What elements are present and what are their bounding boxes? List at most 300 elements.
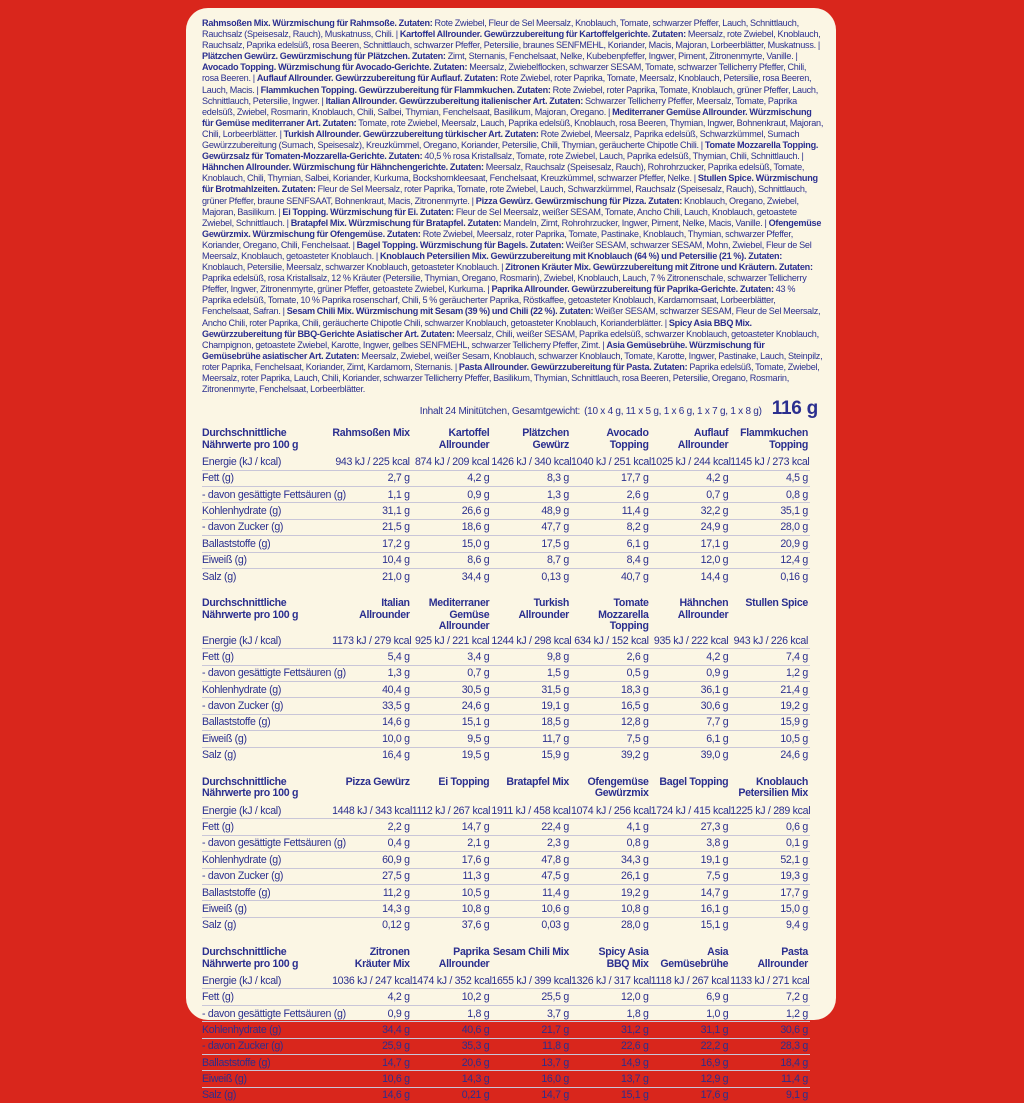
nutrient-value: 15,1 g xyxy=(412,714,492,730)
nutrient-value: 18,5 g xyxy=(491,714,571,730)
nutrient-value: 1,8 g xyxy=(571,1005,651,1021)
nutrient-value: 24,6 g xyxy=(412,698,492,714)
nutrient-value: 1133 kJ / 271 kcal xyxy=(730,974,810,987)
nutrient-label: Ballaststoffe (g) xyxy=(202,536,332,552)
nutrient-value: 11,4 g xyxy=(491,884,571,900)
nutrient-value: 30,5 g xyxy=(412,681,492,697)
table-row xyxy=(202,1038,810,1054)
ingredient-heading: Asia Gemüsebrühe. Würzmischung für Gemüsebrühe asiatischer Art. Zutaten: xyxy=(202,339,765,361)
nutrient-value: 2,7 g xyxy=(332,470,412,486)
nutrient-value: 12,9 g xyxy=(651,1071,731,1087)
nutrient-value: 26,1 g xyxy=(571,868,651,884)
nutrient-value: 21,4 g xyxy=(730,681,810,697)
nutrient-value: 11,8 g xyxy=(491,1038,571,1054)
nutrition-header-label: Durchschnittliche Nährwerte pro 100 g xyxy=(202,427,299,451)
nutrient-value: 33,5 g xyxy=(332,698,412,714)
nutrient-value: 1074 kJ / 256 kcal xyxy=(571,804,651,817)
table-row xyxy=(202,503,810,519)
nutrient-value: 32,2 g xyxy=(651,503,731,519)
ingredient-text: Rote Zwiebel, Fleur de Sel Meersalz, Knoblauch, Tomate, schwarzer Pfeffer, Lauch, Schnittlauch, Rauchsalz (Speisesalz, Rauch), Muskatnuss, Chili. xyxy=(202,18,799,40)
nutrient-value: 10,2 g xyxy=(412,989,492,1005)
nutrient-value: 1655 kJ / 399 kcal xyxy=(491,974,572,987)
ingredient-heading: Zitronen Kräuter Mix. Gewürzzubereitung mit Zitrone und Kräutern. Zutaten: xyxy=(505,262,813,273)
nutrient-value: 10,4 g xyxy=(332,552,412,568)
ingredient-heading: Pizza Gewürz. Gewürzmischung für Pizza. Zutaten: xyxy=(475,195,683,206)
ingredient-text: Fleur de Sel Meersalz, weißer SESAM, Tomate, Ancho Chili, Lauch, Knoblauch, getoastete Zwiebel, Schnittlauch. xyxy=(202,206,797,228)
nutrient-value: 14,4 g xyxy=(651,568,731,584)
nutrient-value: 943 kJ / 225 kcal xyxy=(335,455,410,468)
nutrition-header-row xyxy=(202,428,810,454)
nutrient-value: 18,6 g xyxy=(412,519,492,535)
nutrient-value: 19,1 g xyxy=(651,852,731,868)
table-row xyxy=(202,1087,810,1103)
table-row xyxy=(202,665,810,681)
nutrient-label: Kohlenhydrate (g) xyxy=(202,852,332,868)
product-name: Italian Allrounder xyxy=(359,597,410,621)
ingredient-text: 40,5 % rosa Kristallsalz, Tomate, rote Zwiebel, Lauch, Paprika edelsüß, Thymian, Chili, Schnittlauch. xyxy=(422,151,800,162)
nutrient-value: 17,5 g xyxy=(491,536,571,552)
nutrient-value: 0,7 g xyxy=(412,665,492,681)
table-row xyxy=(202,649,810,665)
nutrient-value: 28,0 g xyxy=(730,519,810,535)
nutrient-value: 1112 kJ / 267 kcal xyxy=(411,804,491,817)
nutrient-value: 10,8 g xyxy=(571,901,651,917)
nutrient-value: 0,9 g xyxy=(332,1005,412,1021)
nutrient-value: 1244 kJ / 298 kcal xyxy=(491,634,572,647)
product-name: Stullen Spice xyxy=(745,597,808,610)
nutrient-value: 25,9 g xyxy=(332,1038,412,1054)
nutrient-value: 30,6 g xyxy=(730,1022,810,1038)
table-row xyxy=(202,852,810,868)
nutrient-value: 9,1 g xyxy=(730,1087,810,1103)
table-row xyxy=(202,568,810,584)
nutrient-value: 24,9 g xyxy=(651,519,731,535)
nutrient-value: 19,1 g xyxy=(491,698,571,714)
nutrient-value: 11,7 g xyxy=(491,731,571,747)
nutrient-value: 16,0 g xyxy=(491,1071,571,1087)
nutrient-value: 0,13 g xyxy=(491,568,571,584)
nutrient-value: 1474 kJ / 352 kcal xyxy=(411,974,492,987)
nutrient-value: 0,21 g xyxy=(412,1087,492,1103)
nutrient-value: 1225 kJ / 289 kcal xyxy=(730,804,811,817)
nutrient-value: 28,3 g xyxy=(730,1038,810,1054)
ingredient-heading: Plätzchen Gewürz. Gewürzmischung für Plätzchen. Zutaten: xyxy=(202,51,446,62)
nutrient-value: 16,5 g xyxy=(571,698,651,714)
product-name: Sesam Chili Mix xyxy=(492,946,569,959)
nutrient-value: 31,5 g xyxy=(491,681,571,697)
nutrient-value: 1118 kJ / 267 kcal xyxy=(650,974,730,987)
nutrient-value: 14,3 g xyxy=(332,901,412,917)
nutrient-value: 8,2 g xyxy=(571,519,651,535)
ingredient-heading: Ei Topping. Würzmischung für Ei. Zutaten: xyxy=(282,206,454,217)
nutrient-value: 1,8 g xyxy=(412,1005,492,1021)
nutrient-label: Energie (kJ / kcal) xyxy=(202,455,282,468)
ingredient-text: Weißer SESAM, schwarzer SESAM, Mohn, Zwiebel, Fleur de Sel Meersalz, Knoblauch, getoasteter Knoblauch. xyxy=(202,239,812,261)
nutrient-value: 47,7 g xyxy=(491,519,571,535)
nutrient-label: - davon Zucker (g) xyxy=(202,1038,332,1054)
nutrient-label: Salz (g) xyxy=(202,917,332,933)
nutrient-value: 0,7 g xyxy=(651,486,731,502)
product-name: Auflauf Allrounder xyxy=(677,427,729,451)
nutrient-value: 0,4 g xyxy=(332,835,412,851)
nutrition-header-label: Durchschnittliche Nährwerte pro 100 g xyxy=(202,775,299,800)
nutrient-value: 15,0 g xyxy=(730,901,810,917)
nutrient-value: 14,7 g xyxy=(491,1087,571,1103)
ingredient-text: 43 % Paprika edelsüß, Tomate, 10 % Paprika rosenscharf, Chili, 5 % geräucherter Paprika, Röstkaffee, getoasteter Knoblauch, Kardamomsaat, Lorbeerblätter, Fenchelsaat, Safran. xyxy=(202,284,796,317)
table-row xyxy=(202,1055,810,1071)
table-row xyxy=(202,973,810,989)
nutrient-value: 10,6 g xyxy=(491,901,571,917)
nutrient-value: 48,9 g xyxy=(491,503,571,519)
nutrient-value: 19,2 g xyxy=(730,698,810,714)
ingredient-heading: Pasta Allrounder. Gewürzzubereitung für Pasta. Zutaten: xyxy=(458,361,688,372)
nutrient-label: - davon Zucker (g) xyxy=(202,519,332,535)
table-row xyxy=(202,552,810,568)
nutrient-value: 14,9 g xyxy=(571,1055,651,1071)
nutrient-value: 6,9 g xyxy=(651,989,731,1005)
nutrient-value: 10,6 g xyxy=(332,1071,412,1087)
nutrient-value: 2,1 g xyxy=(412,835,492,851)
nutrient-value: 47,5 g xyxy=(491,868,571,884)
nutrient-label: Energie (kJ / kcal) xyxy=(202,634,282,647)
nutrient-value: 22,4 g xyxy=(491,819,571,835)
nutrient-value: 1724 kJ / 415 kcal xyxy=(650,804,731,817)
nutrient-value: 1025 kJ / 244 kcal xyxy=(650,455,731,468)
nutrient-value: 11,3 g xyxy=(412,868,492,884)
nutrient-value: 17,6 g xyxy=(412,852,492,868)
nutrient-label: Fett (g) xyxy=(202,649,332,665)
nutrient-label: - davon Zucker (g) xyxy=(202,868,332,884)
product-name: Spicy Asia BBQ Mix xyxy=(598,946,649,970)
nutrient-value: 12,0 g xyxy=(571,989,651,1005)
ingredients-list: Rahmsoßen Mix. Würzmischung für Rahmsoße. Zutaten: Rote Zwiebel, Fleur de Sel Meersalz, Knoblauch, Tomate, schwarzer Pfeffer, Lauch, Schnittlauch, Rauchsalz (Speisesalz, Rauch), Muskatnuss, Chili. | Kartoffel Allrounder. Gewürzzubereitung für Kartoffelgerichte. Zutaten: Meersalz, rote Zwiebel, Knoblauch, Rauchsalz, Paprika edelsüß, rosa Beeren, Schnittlauch, schwarzer Pfeffer, Petersilie, braunes SENFMEHL, Koriander, Macis, Majoran, Lorbeerblätter, Muskatnuss. | Plätzchen Gewürz. Gewürzmischung für Plätzchen. Zutaten: Zimt, Sternanis, Fenchelsaat, Nelke, Kubebenpfeffer, Ingwer, Piment, Zitronenmyrte, Vanille. | Avocado Topping. Würzmischung für Avocado-Gerichte. Zutaten: Meersalz, Zwiebelflocken, schwarzer SESAM, Tomate, schwarzer Tellicherry Pfeffer, Chili, rosa Beeren. | Auflauf Allrounder. Gewürzzubereitung für Auflauf. Zutaten: Rote Zwiebel, roter Paprika, Tomate, Meersalz, Knoblauch, Petersilie, rosa Beeren, Lauch, Macis. | Flammkuchen Topping. Gewürzzubereitung für Flammkuchen. Zutaten: Rote Zwiebel, roter Paprika, Tomate, Knoblauch, grüner Pfeffer, Lauch, Schnittlauch, Petersilie, Ingwer. | Italian Allrounder. Gewürzzubereitung italienischer Art. Zutaten: Schwarzer Tellicherry Pfeffer, Meersalz, Tomate, Paprika edelsüß, Zwiebel, Rosmarin, Knoblauch, Chili, Salbei, Thymian, Fenchelsaat, Basilikum, Majoran, Oregano. | Mediterraner Gemüse Allrounder. Würzmischung für Gemüse mediterraner Art. Zutaten: Tomate, rote Zwiebel, Meersalz, Lauch, Paprika edelsüß, Knoblauch, rosa Beeren, Thymian, Ingwer, Bohnenkraut, Majoran, Chili, Lorbeerblätter. | Turkish Allrounder. Gewürzzubereitung türkischer Art. Zutaten: Rote Zwiebel, Meersalz, Paprika edelsüß, Schwarzkümmel, Sumach Gewürzzubereitung (Sumach, Speisesalz), Kreuzkümmel, Oregano, Koriander, Petersilie, Chili, Thymian, geräucherte Chipotle Chili. | Tomate Mozzarella Topping. Gewürzsalz für Tomaten-Mozzarella-Gerichte. Zutaten: 40,5 % rosa Kristallsalz, Tomate, rote Zwiebel, Lauch, Paprika edelsüß, Thymian, Chili, Schnittlauch. | Hähnchen Allrounder. Würzmischung für Hähnchengerichte. Zutaten: Meersalz, Rauchsalz (Speisesalz, Rauch), Rohrohrzucker, Paprika edelsüß, Tomate, Knoblauch, Chili, Thymian, Salbei, Koriander, Kurkuma, Bockshornkleesaat, Fenchelsaat, Kreuzkümmel, schwarzer Pfeffer, Nelke. | Stullen Spice. Würzmischung für Brotmahlzeiten. Zutaten: Fleur de Sel Meersalz, roter Paprika, Tomate, rote Zwiebel, Lauch, Schwarzkümmel, Rauchsalz (Speisesalz, Rauch), Schnittlauch, grüner Pfeffer, braune SENFSAAT, Bohnenkraut, Macis, Zitronenmyrte. | Pizza Gewürz. Gewürzmischung für Pizza. Zutaten: Knoblauch, Oregano, Zwiebel, Majoran, Basilikum. | Ei Topping. Würzmischung für Ei. Zutaten: Fleur de Sel Meersalz, weißer SESAM, Tomate, Ancho Chili, Lauch, Knoblauch, getoastete Zwiebel, Schnittlauch. | Bratapfel Mix. Würzmischung für Bratapfel. Zutaten: Mandeln, Zimt, Rohrohrzucker, Ingwer, Piment, Nelke, Macis, Vanille. | Ofengemüse Gewürzmix. Würzmischung für Ofengemüse. Zutaten: Rote Zwiebel, Meersalz, roter Paprika, Tomate, Pastinake, Knoblauch, Thymian, schwarzer Pfeffer, Koriander, Oregano, Chili, Fenchelsaat. | Bagel Topping. Würzmischung für Bagels. Zutaten: Weißer SESAM, schwarzer SESAM, Mohn, Zwiebel, Fleur de Sel Meersalz, Knoblauch, getoasteter Knoblauch. | Knoblauch Petersilien Mix. Gewürzzubereitung mit Knoblauch (64 %) und Petersilie (21 %). Zutaten: Knoblauch, Petersilie, Meersalz, schwarzer Knoblauch, getoasteter Knoblauch. | Zitronen Kräuter Mix. Gewürzzubereitung mit Zitrone und Kräutern. Zutaten: Paprika edelsüß, rosa Kristallsalz, 12 % Kräuter (Petersilie, Thymian, Oregano, Rosmarin), Zwiebel, Knoblauch, Lauch, 7 % Zitronenschale, schwarzer Tellicherry Pfeffer, Ingwer, Zitronenmyrte, grüner Pfeffer, getoastete Zwiebel, Kurkuma. | Paprika Allrounder. Gewürzzubereitung für Paprika-Gerichte. Zutaten: 43 % Paprika edelsüß, Tomate, 10 % Paprika rosenscharf, Chili, 5 % geräucherter Paprika, Röstkaffee, getoasteter Knoblauch, Kardamomsaat, Lorbeerblätter, Fenchelsaat, Safran. | Sesam Chili Mix. Würzmischung mit Sesam (39 %) und Chili (22 %). Zutaten: Weißer SESAM, schwarzer SESAM, Fleur de Sel Meersalz, Ancho Chili, roter Paprika, Chili, geräucherte Chipotle Chili, schwarzer Knoblauch, getoasteter Knoblauch, Korianderblätter. | Spicy Asia BBQ Mix. Gewürzzubereitung für BBQ-Gerichte Asiatischer Art. Zutaten: Meersalz, Chili, weißer SESAM, Paprika edelsüß, schwarzer Knoblauch, getoasteter Knoblauch, Champignon, getoastete Zwiebel, Karotte, Ingwer, gelbes SENFMEHL, schwarzer Tellicherry Pfeffer, Zimt. | Asia Gemüsebrühe. Würzmischung für Gemüsebrühe asiatischer Art. Zutaten: Meersalz, Zwiebel, weißer Sesam, Knoblauch, schwarzer Knoblauch, Tomate, Karotte, Ingwer, Pastinake, Lauch, Steinpilz, roter Paprika, Fenchelsaat, Koriander, Zimt, Kardamom, Sternanis. | Pasta Allrounder. Gewürzzubereitung für Pasta. Zutaten: Paprika edelsüß, Tomate, Zwiebel, Meersalz, roter Paprika, Lauch, Chili, Koriander, schwarzer Tellicherry Pfeffer, Basilikum, Thymian, Schnittlauch, rosa Beeren, Petersilie, Oregano, Rosmarin, Zitronenmyrte, Fenchelsaat, Lorbeerblätter. xyxy=(202,18,824,395)
nutrient-value: 2,2 g xyxy=(332,819,412,835)
nutrient-label: Fett (g) xyxy=(202,819,332,835)
label-panel xyxy=(186,8,836,1102)
table-row xyxy=(202,747,810,763)
nutrient-value: 7,2 g xyxy=(730,989,810,1005)
ingredient-heading: Ofengemüse Gewürzmix. Würzmischung für Ofengemüse. Zutaten: xyxy=(202,217,822,239)
nutrient-value: 11,2 g xyxy=(332,884,412,900)
nutrient-value: 2,6 g xyxy=(571,649,651,665)
product-name: Pizza Gewürz xyxy=(345,775,410,788)
nutrient-value: 943 kJ / 226 kcal xyxy=(733,634,808,647)
nutrient-value: 12,8 g xyxy=(571,714,651,730)
nutrient-value: 1,0 g xyxy=(651,1005,731,1021)
nutrient-label: Eiweiß (g) xyxy=(202,1071,332,1087)
ingredient-text: Knoblauch, Petersilie, Meersalz, schwarzer Knoblauch, getoasteter Knoblauch. xyxy=(202,262,500,273)
nutrient-label: Eiweiß (g) xyxy=(202,901,332,917)
table-row xyxy=(202,901,810,917)
nutrient-value: 0,9 g xyxy=(651,665,731,681)
table-row xyxy=(202,884,810,900)
nutrient-value: 8,3 g xyxy=(491,470,571,486)
product-name: Tomate Mozzarella Topping xyxy=(598,597,649,633)
nutrition-header-label: Durchschnittliche Nährwerte pro 100 g xyxy=(202,597,299,621)
nutrient-value: 1145 kJ / 273 kcal xyxy=(730,455,810,468)
nutrient-value: 34,3 g xyxy=(571,852,651,868)
product-name: Bagel Topping xyxy=(659,775,729,788)
nutrient-value: 27,3 g xyxy=(651,819,731,835)
nutrient-value: 0,5 g xyxy=(571,665,651,681)
product-name: Bratapfel Mix xyxy=(506,775,569,788)
nutrient-value: 1326 kJ / 317 kcal xyxy=(571,974,651,987)
ingredient-text: Knoblauch, Oregano, Zwiebel, Majoran, Basilikum. xyxy=(202,195,799,217)
nutrient-value: 925 kJ / 221 kcal xyxy=(414,634,490,647)
nutrient-value: 14,7 g xyxy=(332,1055,412,1071)
nutrient-value: 14,7 g xyxy=(651,884,731,900)
nutrient-value: 10,8 g xyxy=(412,901,492,917)
nutrient-value: 21,5 g xyxy=(332,519,412,535)
product-name: Knoblauch Petersilien Mix xyxy=(738,775,808,800)
nutrient-value: 1,3 g xyxy=(491,486,571,502)
nutrient-value: 0,8 g xyxy=(730,486,810,502)
table-row xyxy=(202,714,810,730)
ingredient-heading: Avocado Topping. Würzmischung für Avocado-Gerichte. Zutaten: xyxy=(202,62,468,73)
ingredient-text: Rote Zwiebel, Meersalz, Paprika edelsüß, Schwarzkümmel, Sumach Gewürzzubereitung (Sumach, Speisesalz), Kreuzkümmel, Oregano, Koriander, Petersilie, Chili, Thymian, geräucherte Chipotle Chili. xyxy=(202,128,800,151)
nutrient-value: 935 kJ / 222 kcal xyxy=(653,634,729,647)
nutrient-value: 8,4 g xyxy=(571,552,651,568)
ingredient-text: Meersalz, Chili, weißer SESAM, Paprika edelsüß, schwarzer Knoblauch, getoasteter Knoblauch, Champignon, getoastete Zwiebel, Karotte, Ingwer, gelbes SENFMEHL, schwarzer Tellicherry Pfeffer, Zimt. xyxy=(202,328,819,350)
nutrient-value: 17,6 g xyxy=(651,1087,731,1103)
nutrient-value: 8,7 g xyxy=(491,552,571,568)
table-row xyxy=(202,1022,810,1038)
nutrient-value: 15,1 g xyxy=(571,1087,651,1103)
ingredient-text: Mandeln, Zimt, Rohrohrzucker, Ingwer, Piment, Nelke, Macis, Vanille. xyxy=(501,217,763,228)
nutrition-header-label: Durchschnittliche Nährwerte pro 100 g xyxy=(202,946,299,970)
table-row xyxy=(202,470,810,486)
nutrient-value: 34,4 g xyxy=(332,1022,412,1038)
nutrient-value: 14,3 g xyxy=(412,1071,492,1087)
nutrient-value: 40,6 g xyxy=(412,1022,492,1038)
nutrient-label: Salz (g) xyxy=(202,568,332,584)
ingredient-text: Rote Zwiebel, roter Paprika, Tomate, Knoblauch, grüner Pfeffer, Lauch, Schnittlauch, Petersilie, Ingwer. xyxy=(202,84,819,106)
nutrient-value: 4,2 g xyxy=(412,470,492,486)
nutrient-label: Fett (g) xyxy=(202,989,332,1005)
table-row xyxy=(202,835,810,851)
table-row xyxy=(202,989,810,1005)
nutrient-value: 26,6 g xyxy=(412,503,492,519)
table-row xyxy=(202,698,810,714)
nutrient-label: Ballaststoffe (g) xyxy=(202,1055,332,1071)
table-row xyxy=(202,486,810,502)
nutrient-value: 13,7 g xyxy=(571,1071,651,1087)
nutrient-value: 1,2 g xyxy=(730,665,810,681)
nutrient-value: 35,3 g xyxy=(412,1038,492,1054)
nutrient-value: 17,7 g xyxy=(571,470,651,486)
product-name: Mediterraner Gemüse Allrounder xyxy=(428,597,490,633)
nutrient-value: 1040 kJ / 251 kcal xyxy=(571,455,651,468)
table-row xyxy=(202,819,810,835)
block-gap xyxy=(202,763,810,777)
nutrient-value: 18,3 g xyxy=(571,681,651,697)
product-name: Rahmsoßen Mix xyxy=(332,427,410,440)
total-weight: 116 g xyxy=(771,398,818,420)
nutrient-value: 7,7 g xyxy=(651,714,731,730)
nutrient-value: 16,9 g xyxy=(651,1055,731,1071)
nutrient-value: 4,2 g xyxy=(651,649,731,665)
nutrient-label: - davon gesättigte Fettsäuren (g) xyxy=(202,1005,332,1021)
ingredient-text: Tomate, rote Zwiebel, Meersalz, Lauch, Paprika edelsüß, Knoblauch, rosa Beeren, Thymian, Ingwer, Bohnenkraut, Majoran, Chili, Lorbeerblätter. xyxy=(202,117,824,139)
nutrient-label: - davon Zucker (g) xyxy=(202,698,332,714)
nutrient-value: 15,1 g xyxy=(651,917,731,933)
ingredient-heading: Rahmsoßen Mix. Würzmischung für Rahmsoße. Zutaten: xyxy=(202,18,433,28)
nutrient-value: 874 kJ / 209 kcal xyxy=(414,455,490,468)
nutrient-value: 3,7 g xyxy=(491,1005,571,1021)
nutrient-value: 27,5 g xyxy=(332,868,412,884)
nutrient-value: 11,4 g xyxy=(730,1071,810,1087)
nutrient-value: 0,8 g xyxy=(571,835,651,851)
nutrient-label: - davon gesättigte Fettsäuren (g) xyxy=(202,486,332,502)
product-name: Avocado Topping xyxy=(606,427,649,451)
nutrient-label: Kohlenhydrate (g) xyxy=(202,503,332,519)
nutrient-value: 28,0 g xyxy=(571,917,651,933)
nutrient-value: 31,2 g xyxy=(571,1022,651,1038)
table-row xyxy=(202,681,810,697)
nutrient-value: 39,0 g xyxy=(651,747,731,763)
nutrient-label: Salz (g) xyxy=(202,1087,332,1103)
nutrient-value: 0,6 g xyxy=(730,819,810,835)
nutrient-value: 8,6 g xyxy=(412,552,492,568)
nutrient-value: 22,6 g xyxy=(571,1038,651,1054)
nutrient-label: Fett (g) xyxy=(202,470,332,486)
table-row xyxy=(202,868,810,884)
nutrient-value: 634 kJ / 152 kcal xyxy=(574,634,649,647)
ingredient-text: Paprika edelsüß, Tomate, Zwiebel, Meersalz, roter Paprika, Lauch, Chili, Koriander, schwarzer Tellicherry Pfeffer, Basilikum, Thymian, Schnittlauch, rosa Beeren, Petersilie, Oregano, Rosmarin, Zitronenmyrte, Fenchelsaat, Lorbeerblätter. xyxy=(202,361,820,395)
ingredient-heading: Stullen Spice. Würzmischung für Brotmahlzeiten. Zutaten: xyxy=(202,173,818,195)
nutrient-label: Salz (g) xyxy=(202,747,332,763)
nutrient-label: Kohlenhydrate (g) xyxy=(202,1022,332,1038)
nutrition-header-row xyxy=(202,598,810,633)
nutrient-value: 1036 kJ / 247 kcal xyxy=(332,974,413,987)
table-row xyxy=(202,731,810,747)
nutrient-label: - davon gesättigte Fettsäuren (g) xyxy=(202,665,332,681)
nutrient-value: 10,5 g xyxy=(730,731,810,747)
nutrient-value: 15,9 g xyxy=(730,714,810,730)
nutrient-value: 60,9 g xyxy=(332,852,412,868)
nutrient-value: 4,5 g xyxy=(730,470,810,486)
nutrient-value: 20,9 g xyxy=(730,536,810,552)
nutrient-value: 1426 kJ / 340 kcal xyxy=(491,455,572,468)
nutrient-label: Ballaststoffe (g) xyxy=(202,884,332,900)
nutrient-value: 4,2 g xyxy=(332,989,412,1005)
product-name: Ei Topping xyxy=(438,775,490,788)
ingredient-heading: Kartoffel Allrounder. Gewürzzubereitung für Kartoffelgerichte. Zutaten: xyxy=(399,29,686,40)
nutrient-value: 19,3 g xyxy=(730,868,810,884)
nutrient-value: 3,4 g xyxy=(412,649,492,665)
nutrient-value: 2,3 g xyxy=(491,835,571,851)
ingredient-text: Meersalz, Zwiebel, weißer Sesam, Knoblauch, schwarzer Knoblauch, Tomate, Karotte, Ingwer, Pastinake, Lauch, Steinpilz, roter Paprika, Fenchelsaat, Koriander, Zimt, Kardamom, Sternanis. xyxy=(202,350,823,372)
block-gap xyxy=(202,933,810,947)
nutrient-value: 20,6 g xyxy=(412,1055,492,1071)
product-name: Pasta Allrounder xyxy=(757,946,808,970)
table-row xyxy=(202,633,810,649)
nutrient-label: Energie (kJ / kcal) xyxy=(202,804,282,817)
table-row xyxy=(202,917,810,933)
ingredient-heading: Bagel Topping. Würzmischung für Bagels. Zutaten: xyxy=(356,239,564,250)
nutrient-value: 15,0 g xyxy=(412,536,492,552)
table-row xyxy=(202,1071,810,1087)
nutrient-value: 39,2 g xyxy=(571,747,651,763)
block-gap xyxy=(202,584,810,598)
nutrient-value: 7,5 g xyxy=(571,731,651,747)
nutrient-value: 47,8 g xyxy=(491,852,571,868)
ingredient-heading: Spicy Asia BBQ Mix. Gewürzzubereitung für BBQ-Gerichte Asiatischer Art. Zutaten: xyxy=(202,317,752,339)
nutrient-value: 16,4 g xyxy=(332,747,412,763)
nutrition-header-row xyxy=(202,947,810,973)
nutrient-value: 31,1 g xyxy=(332,503,412,519)
nutrient-value: 5,4 g xyxy=(332,649,412,665)
ingredient-text: Weißer SESAM, schwarzer SESAM, Fleur de Sel Meersalz, Ancho Chili, roter Paprika, Chili, geräucherte Chipotle Chili, schwarzer Knoblauch, getoasteter Knoblauch, Korianderblätter. xyxy=(202,306,821,328)
nutrient-value: 7,5 g xyxy=(651,868,731,884)
nutrient-label: Kohlenhydrate (g) xyxy=(202,681,332,697)
nutrient-value: 31,1 g xyxy=(651,1022,731,1038)
nutrient-value: 12,0 g xyxy=(651,552,731,568)
nutrient-value: 34,4 g xyxy=(412,568,492,584)
nutrient-label: Energie (kJ / kcal) xyxy=(202,974,282,987)
ingredient-heading: Turkish Allrounder. Gewürzzubereitung türkischer Art. Zutaten: xyxy=(283,128,539,139)
nutrition-header-row xyxy=(202,777,810,803)
ingredient-text: Meersalz, Zwiebelflocken, schwarzer SESAM, Tomate, schwarzer Tellicherry Pfeffer, Chili, rosa Beeren. xyxy=(202,62,807,84)
table-row xyxy=(202,536,810,552)
nutrient-value: 1911 kJ / 458 kcal xyxy=(491,804,571,817)
ingredient-heading: Italian Allrounder. Gewürzzubereitung italienischer Art. Zutaten: xyxy=(325,95,584,106)
nutrient-label: Eiweiß (g) xyxy=(202,731,332,747)
nutrient-value: 0,12 g xyxy=(332,917,412,933)
table-row xyxy=(202,519,810,535)
ingredient-heading: Auflauf Allrounder. Gewürzzubereitung für Auflauf. Zutaten: xyxy=(256,73,499,84)
nutrient-value: 9,5 g xyxy=(412,731,492,747)
ingredient-text: Meersalz, Rauchsalz (Speisesalz, Rauch), Rohrohrzucker, Paprika edelsüß, Tomate, Knoblauch, Chili, Thymian, Salbei, Koriander, Kurkuma, Bockshornkleesaat, Fenchelsaat, Kreuzkümmel, schwarzer Pfeffer, Nelke. xyxy=(202,162,805,184)
nutrient-value: 14,6 g xyxy=(332,1087,412,1103)
product-name: Flammkuchen Topping xyxy=(740,427,808,451)
nutrient-label: Eiweiß (g) xyxy=(202,552,332,568)
nutrient-value: 1,2 g xyxy=(730,1005,810,1021)
nutrient-value: 40,4 g xyxy=(332,681,412,697)
ingredient-text: Rote Zwiebel, roter Paprika, Tomate, Meersalz, Knoblauch, Petersilie, rosa Beeren, Lauch, Macis. xyxy=(202,73,812,95)
nutrient-value: 9,4 g xyxy=(730,917,810,933)
total-row xyxy=(202,398,824,420)
nutrition-table xyxy=(202,428,810,1103)
ingredient-text: Fleur de Sel Meersalz, roter Paprika, Tomate, rote Zwiebel, Lauch, Schwarzkümmel, Rauchsalz (Speisesalz, Rauch), Schnittlauch, grüner Pfeffer, braune SENFSAAT, Bohnenkraut, Macis, Zitronenmyrte. xyxy=(202,184,807,206)
ingredient-heading: Mediterraner Gemüse Allrounder. Würzmischung für Gemüse mediterraner Art. Zutaten: xyxy=(202,106,812,128)
nutrient-value: 35,1 g xyxy=(730,503,810,519)
nutrient-value: 7,4 g xyxy=(730,649,810,665)
product-name: Paprika Allrounder xyxy=(438,946,490,970)
nutrient-value: 10,0 g xyxy=(332,731,412,747)
nutrient-value: 12,4 g xyxy=(730,552,810,568)
nutrient-value: 6,1 g xyxy=(651,731,731,747)
product-name: Plätzchen Gewürz xyxy=(522,427,569,451)
product-name: Turkish Allrounder xyxy=(518,597,569,621)
ingredient-heading: Paprika Allrounder. Gewürzzubereitung für Paprika-Gerichte. Zutaten: xyxy=(491,284,774,295)
nutrient-value: 21,0 g xyxy=(332,568,412,584)
nutrient-value: 19,2 g xyxy=(571,884,651,900)
nutrient-label: - davon gesättigte Fettsäuren (g) xyxy=(202,835,332,851)
ingredient-heading: Tomate Mozzarella Topping. Gewürzsalz für Tomaten-Mozzarella-Gerichte. Zutaten: xyxy=(202,140,819,162)
nutrient-value: 0,9 g xyxy=(412,486,492,502)
ingredient-heading: Bratapfel Mix. Würzmischung für Bratapfel. Zutaten: xyxy=(290,217,502,228)
product-name: Asia Gemüsebrühe xyxy=(660,946,729,970)
nutrient-value: 30,6 g xyxy=(651,698,731,714)
product-name: Hähnchen Allrounder xyxy=(677,597,729,621)
nutrient-value: 40,7 g xyxy=(571,568,651,584)
nutrient-value: 21,7 g xyxy=(491,1022,571,1038)
nutrient-value: 2,6 g xyxy=(571,486,651,502)
nutrient-value: 17,1 g xyxy=(651,536,731,552)
nutrient-value: 3,8 g xyxy=(651,835,731,851)
nutrient-value: 15,9 g xyxy=(491,747,571,763)
